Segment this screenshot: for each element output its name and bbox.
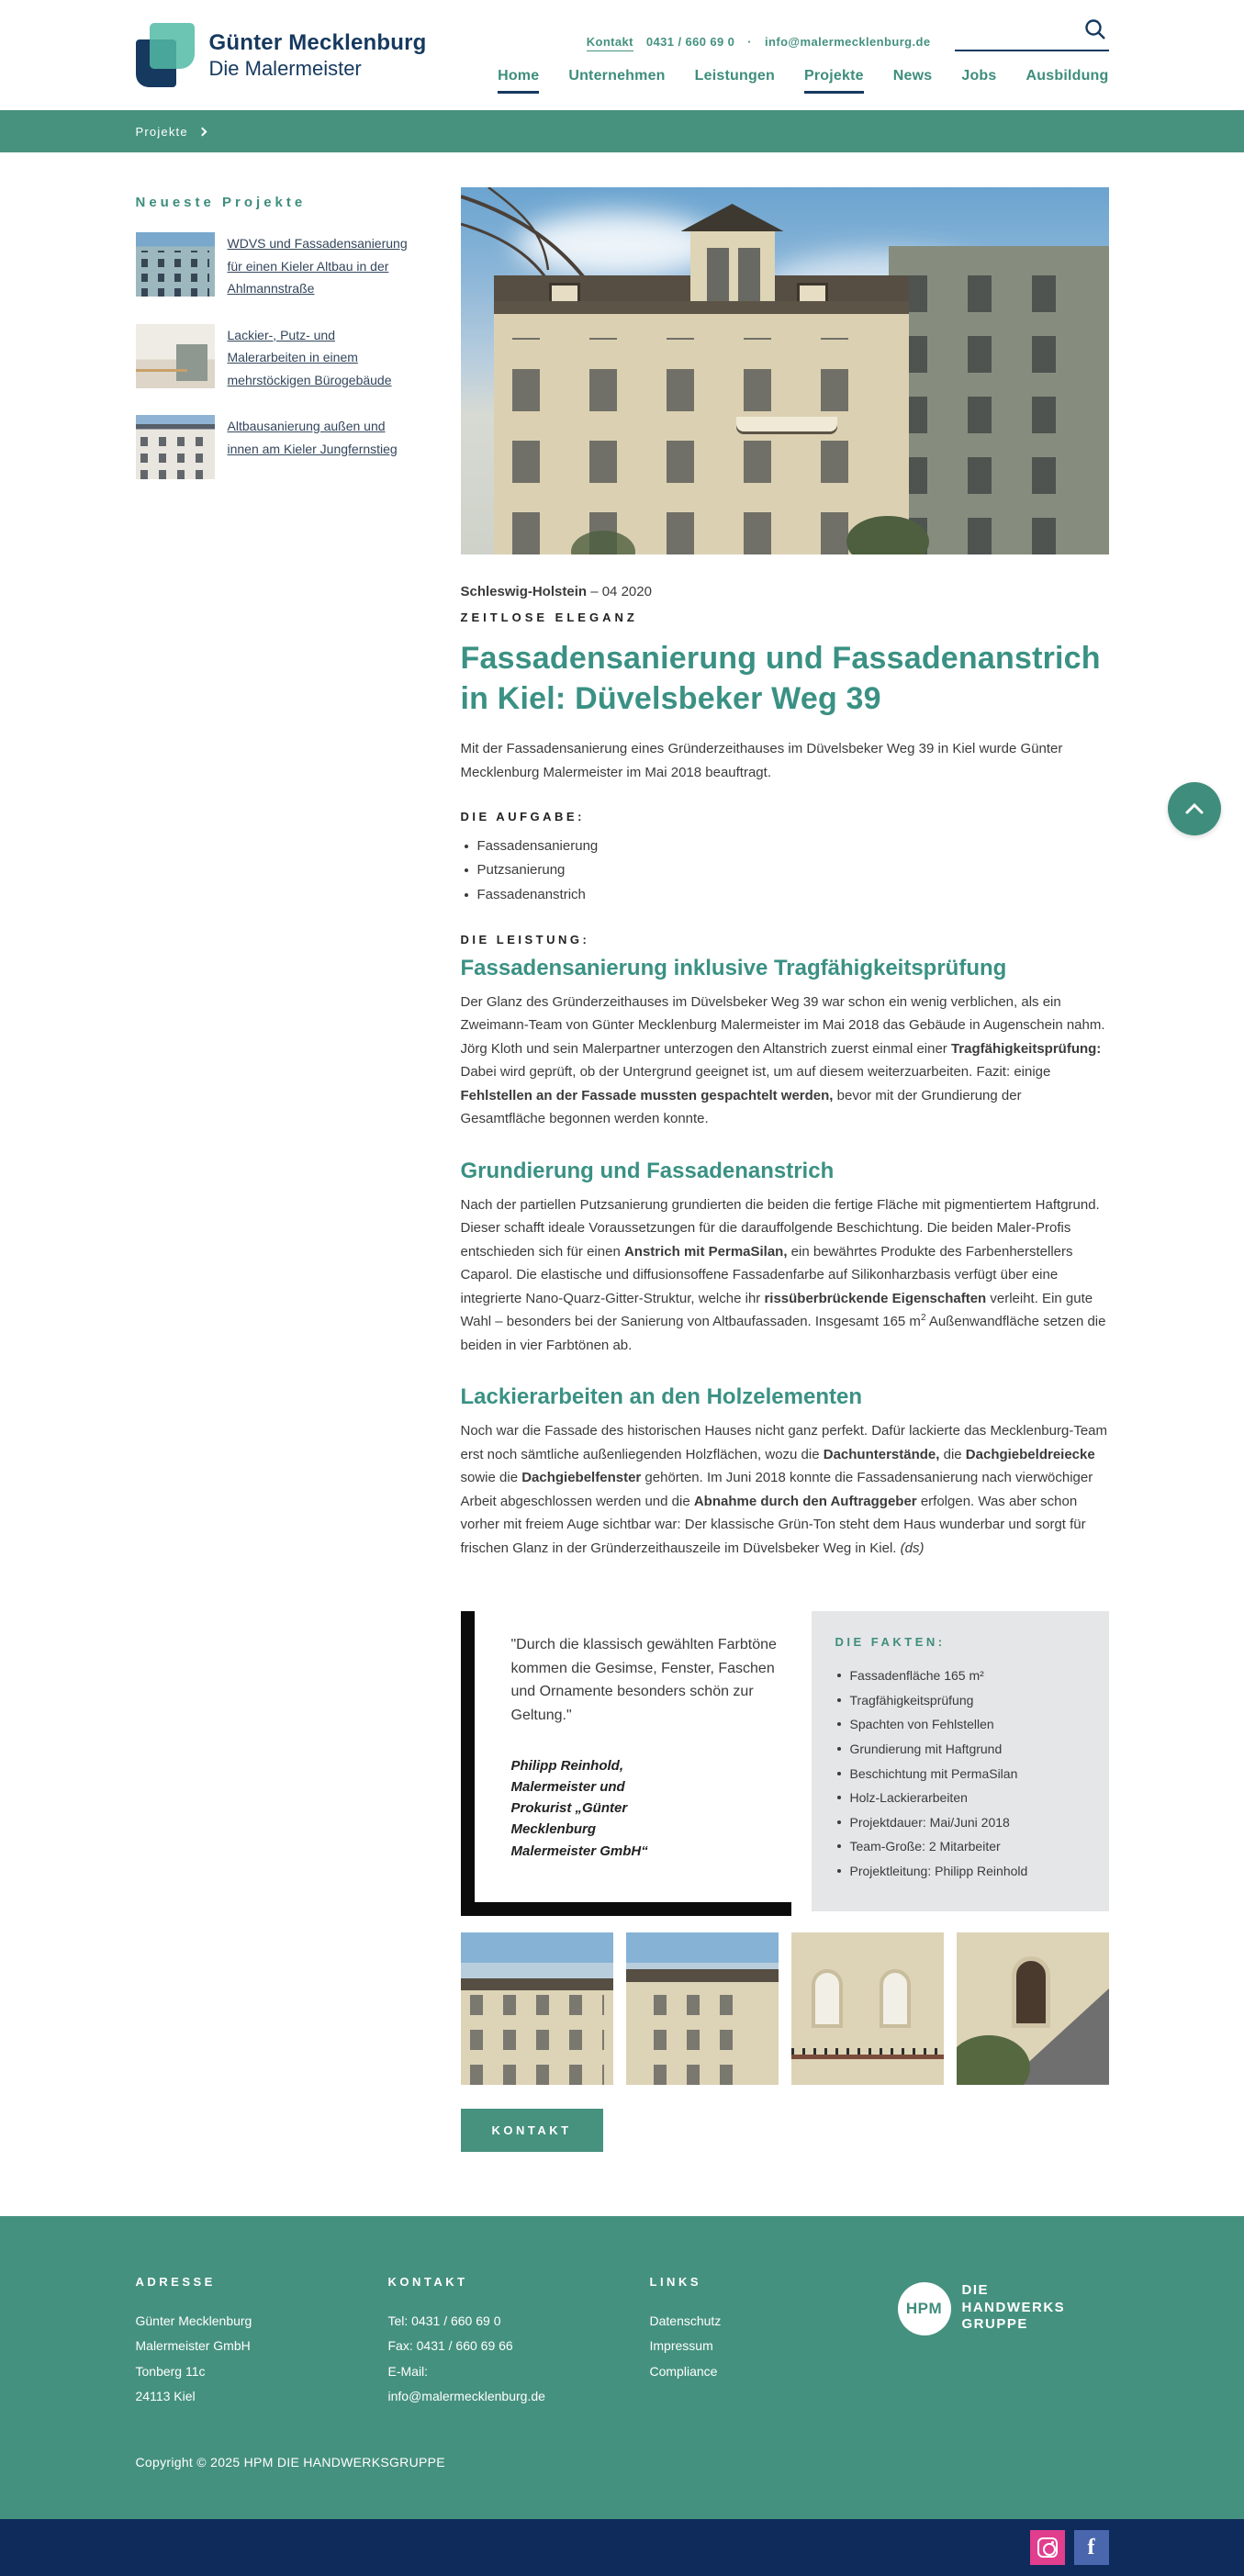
chevron-up-icon — [1184, 802, 1205, 815]
brand-text — [209, 30, 427, 81]
meta-date: – 04 2020 — [590, 584, 652, 599]
hero-photo — [461, 187, 1109, 554]
utility-separator: · — [747, 35, 752, 49]
fact-item: Beschichtung mit PermaSilan — [835, 1762, 1085, 1786]
hpm-line: DIE — [961, 2281, 990, 2298]
footer-adresse — [136, 2275, 388, 2409]
fact-item: Fassadenfläche 165 m² — [835, 1663, 1085, 1688]
section-paragraph: Nach der partiellen Putzsanierung grundierten die beiden die fertige Fläche mit pigmentiertem Haftgrund. Dieser schafft ideale Voraussetzungen für die darauffolgende Beschichtung. Die beiden Maler-Profis entschieden sich für einen Anstrich mit PermaSilan, ein bewährtes Produkte des Farbenherstellers Caparol. Die elastische und diffusionsoffene Fassadenfarbe auf Silikonharzbasis verfügt über eine integrierte Nano-Quarz-Gitter-Struktur, welche ihr rissüberbrückende Eigenschaften verleiht. Ein gute Wahl – besonders bei der Sanierung von Altbaufassaden. Insgesamt 165 $m^2$ Außenwandfläche setzen die beiden in vier Farbtönen ab. — [460, 1196, 1106, 1353]
breadcrumb-projekte[interactable]: Projekte — [135, 124, 188, 139]
fact-item: Projektleitung: Philipp Reinhold — [835, 1859, 1085, 1884]
hpm-circle-icon: HPM — [898, 2282, 951, 2335]
article — [461, 187, 1109, 2152]
scroll-to-top-button[interactable] — [1168, 782, 1221, 835]
copyright: Copyright © 2025 HPM DIE HANDWERKSGRUPPE — [135, 2455, 445, 2470]
quote-facts-row — [461, 1611, 1109, 1916]
nav-item-unternehmen[interactable]: Unternehmen — [568, 68, 666, 84]
breadcrumb-bar — [0, 110, 1244, 152]
footer-phone: Tel: 0431 / 660 69 0 — [387, 2313, 501, 2328]
section-heading: Lackierarbeiten an den Holzelementen — [460, 1384, 862, 1410]
footer-fax: Fax: 0431 / 660 69 66 — [387, 2338, 513, 2354]
facts-list — [835, 1663, 1085, 1883]
sidebar-project-item[interactable] — [136, 415, 411, 479]
quote-text: "Durch die klassisch gewählten Farbtöne kommen die Gesimse, Fenster, Faschen und Ornamente besonders schön zur Geltung." — [510, 1637, 777, 1724]
instagram-icon[interactable] — [1030, 2530, 1065, 2565]
leistung-label: DIE LEISTUNG: — [460, 932, 590, 946]
meta-location: Schleswig-Holstein — [460, 584, 588, 599]
footer-line: Malermeister GmbH — [135, 2338, 251, 2354]
gallery-photo-facade[interactable] — [461, 1932, 613, 2085]
gallery-photo-bay-window[interactable] — [626, 1932, 779, 2085]
social-bar — [0, 2519, 1244, 2576]
main-nav — [498, 68, 1108, 94]
search-icon[interactable] — [1083, 17, 1107, 46]
footer — [0, 2216, 1244, 2519]
main-facade — [494, 314, 909, 554]
section-paragraph: Der Glanz des Gründerzeithauses im Düvelsbeker Weg 39 war schon ein wenig verblichen, als ein Zweimann-Team von Günter Mecklenburg Malermeister im Mai 2018 das Gebäude in Augenschein nahm. Jörg Kloth und sein Malerpartner unterzogen den Altanstrich zuerst einmal einer Tragfähigkeitsprüfung: Dabei wird geprüft, ob der Untergrund geeignet ist, um auf diesem weiterzuarbeiten. Fazit: einige Fehlstellen an der Fassade mussten gespachtelt werden, bevor mit der Grundierung der Gesamtfläche begonnen werden konnte. — [460, 993, 1105, 1127]
facts-title: DIE FAKTEN: — [835, 1635, 946, 1650]
section-heading: Fassadensanierung inklusive Tragfähigkeitsprüfung — [460, 955, 1007, 980]
project-thumbnail — [136, 415, 215, 479]
email-link[interactable]: info@malermecklenburg.de — [765, 35, 931, 49]
section-heading: Grundierung und Fassadenanstrich — [460, 1158, 835, 1183]
brand-logo[interactable] — [136, 23, 427, 87]
phone-link[interactable]: 0431 / 660 69 0 — [645, 35, 735, 49]
fact-item: Grundierung mit Haftgrund — [835, 1737, 1085, 1762]
balcony — [736, 417, 837, 431]
search-input[interactable] — [955, 24, 1078, 48]
utility-links — [587, 35, 931, 51]
kontakt-button[interactable]: KONTAKT — [461, 2109, 603, 2152]
aufgabe-label: DIE AUFGABE: — [460, 810, 585, 824]
project-thumbnail — [136, 232, 215, 297]
footer-col-title: ADRESSE — [135, 2274, 216, 2289]
sidebar-title: Neueste Projekte — [135, 195, 307, 210]
hpm-text — [962, 2282, 1066, 2334]
nav-item-ausbildung[interactable]: Ausbildung — [1025, 68, 1109, 84]
footer-links — [650, 2275, 898, 2409]
footer-line: Tonberg 11c — [135, 2363, 206, 2379]
facebook-icon[interactable]: f — [1074, 2530, 1109, 2565]
fact-item: Spachten von Fehlstellen — [835, 1712, 1085, 1737]
footer-col-title: KONTAKT — [387, 2274, 468, 2289]
breadcrumb — [136, 125, 206, 139]
list-item: Fassadenanstrich — [461, 883, 1109, 907]
project-thumbnail — [136, 324, 215, 388]
nav-item-home[interactable]: Home — [498, 68, 539, 94]
brand-tagline: Die Malermeister — [208, 56, 362, 80]
project-link[interactable]: WDVS und Fassadensanierung für einen Kieler Altbau in der Ahlmannstraße — [227, 236, 408, 296]
image-gallery — [461, 1932, 1109, 2085]
aufgabe-list — [461, 834, 1109, 907]
sidebar-project-item[interactable] — [136, 324, 411, 392]
list-item: Fassadensanierung — [461, 834, 1109, 858]
footer-columns — [136, 2275, 1109, 2409]
nav-item-jobs[interactable]: Jobs — [961, 68, 997, 84]
footer-link-impressum[interactable]: Impressum — [649, 2338, 713, 2354]
article-kicker: ZEITLOSE ELEGANZ — [460, 610, 638, 624]
nav-item-leistungen[interactable]: Leistungen — [694, 68, 775, 84]
footer-email-label: E-Mail: — [387, 2363, 429, 2379]
fact-item: Projektdauer: Mai/Juni 2018 — [835, 1810, 1085, 1835]
sidebar-latest-projects — [136, 187, 411, 2152]
content — [0, 152, 1244, 2216]
hpm-logo — [898, 2275, 1109, 2409]
footer-email-link[interactable]: info@malermecklenburg.de — [387, 2388, 545, 2403]
footer-link-datenschutz[interactable]: Datenschutz — [649, 2313, 722, 2328]
footer-kontakt — [388, 2275, 650, 2409]
neighbor-building — [889, 246, 1109, 554]
article-meta — [461, 584, 1109, 599]
brand-name: Günter Mecklenburg — [208, 29, 427, 55]
project-link[interactable]: Lackier-, Putz- und Malerarbeiten in einem mehrstöckigen Bürogebäude — [227, 327, 392, 387]
pull-quote — [461, 1611, 791, 1916]
gallery-photo-balcony[interactable] — [791, 1932, 944, 2085]
page-title: Fassadensanierung und Fassadenanstrich in Kiel: Düvelsbeker Weg 39 — [460, 641, 1101, 716]
chevron-right-icon — [197, 127, 207, 136]
nav-item-news[interactable]: News — [892, 68, 933, 84]
footer-line: Günter Mecklenburg — [135, 2313, 252, 2328]
fact-item: Holz-Lackierarbeiten — [835, 1786, 1085, 1810]
fact-item: Team-Große: 2 Mitarbeiter — [835, 1834, 1085, 1859]
project-link[interactable]: Altbausanierung außen und innen am Kieler Jungfernstieg — [227, 419, 398, 456]
logo-mark-icon — [136, 23, 195, 87]
hpm-line: GRUPPE — [961, 2316, 1028, 2333]
header-right — [498, 17, 1108, 94]
section-paragraph: Noch war die Fassade des historischen Hauses nicht ganz perfekt. Dafür lackierte das Mecklenburg-Team erst noch sämtliche außenliegenden Holzflächen, wozu die Dachunterstände, die Dachgiebeldreiecke sowie die Dachgiebelfenster gehörten. Im Juni 2018 konnte die Fassadensanierung nach vierwöchiger Arbeit abgeschlossen werden und die Abnahme durch den Auftraggeber erfolgen. Was aber schon vorher mit freiem Auge sichtbar war: Der klassische Grün-Ton steht dem Haus wunderbar und sorgt für frischen Glanz in der Gründerzeithauszeile im Düvelsbeker Weg in Kiel. (ds) — [460, 1423, 1108, 1556]
article-intro: Mit der Fassadensanierung eines Gründerzeithauses im Düvelsbeker Weg 39 in Kiel wurde Günter Mecklenburg Malermeister im Mai 2018 beauftragt. — [460, 741, 1063, 780]
nav-item-projekte[interactable]: Projekte — [804, 68, 864, 94]
search-box — [955, 22, 1109, 51]
utility-row — [587, 22, 1109, 51]
sidebar-project-item[interactable] — [136, 232, 411, 300]
kontakt-link[interactable]: Kontakt — [587, 35, 633, 51]
facts-box — [812, 1611, 1109, 1910]
footer-line: 24113 Kiel — [135, 2388, 196, 2403]
header — [0, 0, 1244, 110]
hpm-line: HANDWERKS — [961, 2299, 1066, 2315]
fact-item: Tragfähigkeitsprüfung — [835, 1688, 1085, 1713]
quote-attribution: Philipp Reinhold, Malermeister und Prokurist „Günter Mecklenburg Malermeister GmbH“ — [510, 1757, 648, 1859]
gallery-photo-entrance[interactable] — [957, 1932, 1109, 2085]
footer-link-compliance[interactable]: Compliance — [649, 2363, 718, 2379]
footer-col-title: LINKS — [649, 2274, 701, 2289]
list-item: Putzsanierung — [461, 858, 1109, 882]
